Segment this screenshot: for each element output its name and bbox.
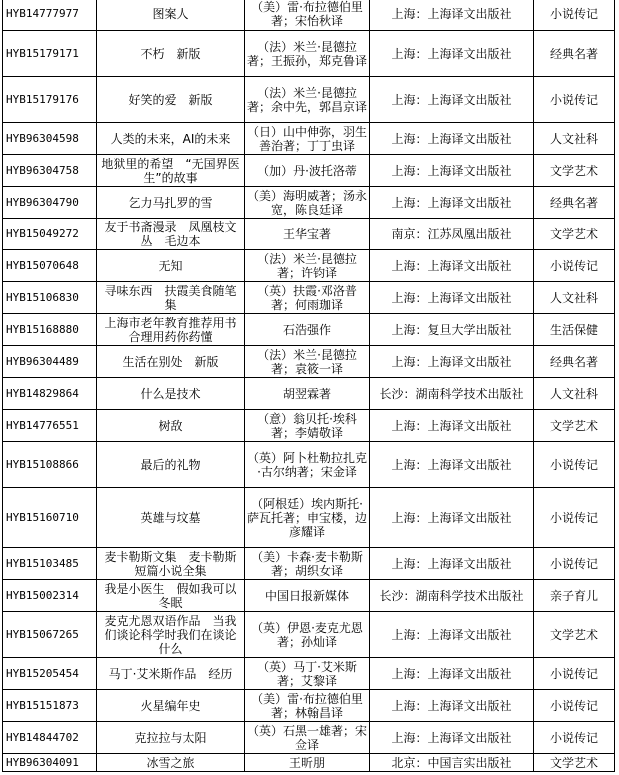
- book-title: 马丁·艾米斯作品 经历: [97, 658, 245, 690]
- book-code: HYB96304091: [3, 754, 97, 772]
- book-category: 生活保健: [534, 314, 615, 346]
- table-row: [3, 346, 615, 378]
- book-publisher: 上海：上海译文出版社: [370, 690, 534, 722]
- table-row: [3, 722, 615, 754]
- table-row: [3, 442, 615, 488]
- table-row: [3, 612, 615, 658]
- book-category: 小说传记: [534, 250, 615, 282]
- book-title: 冰雪之旅: [97, 754, 245, 772]
- table-row: [3, 77, 615, 123]
- table-row: [3, 580, 615, 612]
- book-title: 寻味东西 扶霞美食随笔集: [97, 282, 245, 314]
- book-publisher: 北京：中国言实出版社: [370, 754, 534, 772]
- book-publisher: 上海：上海译文出版社: [370, 282, 534, 314]
- book-category: 文学艺术: [534, 612, 615, 658]
- book-publisher: 上海：上海译文出版社: [370, 488, 534, 548]
- book-category: 小说传记: [534, 77, 615, 123]
- book-author: （英）石黑一雄著；宋佥译: [245, 722, 370, 754]
- book-category: 文学艺术: [534, 219, 615, 250]
- book-code: HYB96304790: [3, 187, 97, 219]
- table-row: [3, 219, 615, 250]
- book-publisher: 长沙：湖南科学技术出版社: [370, 580, 534, 612]
- book-title: 不朽 新版: [97, 31, 245, 77]
- book-code: HYB96304489: [3, 346, 97, 378]
- book-author: （日）山中伸弥，羽生善治著；丁丁虫译: [245, 123, 370, 155]
- book-publisher: 上海：上海译文出版社: [370, 410, 534, 442]
- book-code: HYB14777977: [3, 0, 97, 31]
- book-title: 友于书斋漫录 凤凰枝文丛 毛边本: [97, 219, 245, 250]
- table-row: [3, 488, 615, 548]
- book-code: HYB14829864: [3, 378, 97, 410]
- book-category: 人文社科: [534, 378, 615, 410]
- book-title: 最后的礼物: [97, 442, 245, 488]
- book-title: 无知: [97, 250, 245, 282]
- book-author: 中国日报新媒体: [245, 580, 370, 612]
- book-author: （美）雷·布拉德伯里著；宋怡秋译: [245, 0, 370, 31]
- book-publisher: 上海：上海译文出版社: [370, 658, 534, 690]
- table-row: [3, 0, 615, 31]
- book-title: 图案人: [97, 0, 245, 31]
- book-publisher: 上海：上海译文出版社: [370, 442, 534, 488]
- book-author: （英）阿卜杜勒拉扎克·古尔纳著；宋金译: [245, 442, 370, 488]
- book-publisher: 上海：上海译文出版社: [370, 548, 534, 580]
- book-category: 小说传记: [534, 488, 615, 548]
- table-row: [3, 378, 615, 410]
- table-row: [3, 658, 615, 690]
- book-author: 王华宝著: [245, 219, 370, 250]
- book-code: HYB15160710: [3, 488, 97, 548]
- table-row: [3, 282, 615, 314]
- book-author: （英）扶霞·邓洛普著；何雨珈译: [245, 282, 370, 314]
- book-code: HYB96304598: [3, 123, 97, 155]
- book-code: HYB15168880: [3, 314, 97, 346]
- book-category: 小说传记: [534, 0, 615, 31]
- book-code: HYB15179176: [3, 77, 97, 123]
- book-code: HYB14844702: [3, 722, 97, 754]
- book-author: （法）米兰·昆德拉著；余中先，郭昌京译: [245, 77, 370, 123]
- book-publisher: 上海：上海译文出版社: [370, 0, 534, 31]
- book-table: [2, 0, 615, 772]
- book-category: 文学艺术: [534, 410, 615, 442]
- book-category: 人文社科: [534, 282, 615, 314]
- book-category: 经典名著: [534, 346, 615, 378]
- book-author: （英）马丁·艾米斯著；艾黎译: [245, 658, 370, 690]
- book-title: 我是小医生 假如我可以冬眠: [97, 580, 245, 612]
- book-code: HYB15049272: [3, 219, 97, 250]
- book-category: 经典名著: [534, 187, 615, 219]
- table-row: [3, 250, 615, 282]
- book-category: 人文社科: [534, 123, 615, 155]
- book-publisher: 上海：上海译文出版社: [370, 346, 534, 378]
- book-category: 小说传记: [534, 690, 615, 722]
- table-row: [3, 410, 615, 442]
- book-author: （法）米兰·昆德拉著；袁筱一译: [245, 346, 370, 378]
- book-publisher: 上海：上海译文出版社: [370, 31, 534, 77]
- table-row: [3, 314, 615, 346]
- book-category: 文学艺术: [534, 155, 615, 187]
- table-row: [3, 155, 615, 187]
- book-code: HYB15106830: [3, 282, 97, 314]
- book-author: （美）海明威著；汤永宽，陈良廷译: [245, 187, 370, 219]
- book-category: 经典名著: [534, 31, 615, 77]
- book-code: HYB15067265: [3, 612, 97, 658]
- book-code: HYB96304758: [3, 155, 97, 187]
- book-publisher: 长沙：湖南科学技术出版社: [370, 378, 534, 410]
- book-title: 麦克尤恩双语作品 当我们谈论科学时我们在谈论什么: [97, 612, 245, 658]
- table-row: [3, 548, 615, 580]
- table-row: [3, 123, 615, 155]
- book-author: （阿根廷）埃内斯托·萨瓦托著；申宝楼，边彦耀译: [245, 488, 370, 548]
- book-publisher: 上海：复旦大学出版社: [370, 314, 534, 346]
- book-title: 人类的未来，AI的未来: [97, 123, 245, 155]
- book-title: 地狱里的希望 “无国界医生”的故事: [97, 155, 245, 187]
- book-author: 石浩强作: [245, 314, 370, 346]
- book-author: （法）米兰·昆德拉著；许钧译: [245, 250, 370, 282]
- book-title: 生活在别处 新版: [97, 346, 245, 378]
- book-category: 小说传记: [534, 442, 615, 488]
- book-title: 上海市老年教育推荐用书 合理用药你药懂: [97, 314, 245, 346]
- book-title: 麦卡勒斯文集 麦卡勒斯短篇小说全集: [97, 548, 245, 580]
- book-category: 小说传记: [534, 658, 615, 690]
- book-publisher: 南京：江苏凤凰出版社: [370, 219, 534, 250]
- book-publisher: 上海：上海译文出版社: [370, 612, 534, 658]
- book-author: （加）丹·波托洛蒂: [245, 155, 370, 187]
- table-row: [3, 31, 615, 77]
- book-category: 小说传记: [534, 722, 615, 754]
- book-table-body: [3, 0, 615, 772]
- book-publisher: 上海：上海译文出版社: [370, 722, 534, 754]
- book-code: HYB15179171: [3, 31, 97, 77]
- book-code: HYB15070648: [3, 250, 97, 282]
- book-category: 小说传记: [534, 548, 615, 580]
- book-publisher: 上海：上海译文出版社: [370, 123, 534, 155]
- book-title: 好笑的爱 新版: [97, 77, 245, 123]
- book-code: HYB14776551: [3, 410, 97, 442]
- book-publisher: 上海：上海译文出版社: [370, 77, 534, 123]
- book-title: 英雄与坟墓: [97, 488, 245, 548]
- book-author: （法）米兰·昆德拉著；王振孙，郑克鲁译: [245, 31, 370, 77]
- book-publisher: 上海：上海译文出版社: [370, 250, 534, 282]
- book-title: 乞力马扎罗的雪: [97, 187, 245, 219]
- book-author: 胡翌霖著: [245, 378, 370, 410]
- book-code: HYB15205454: [3, 658, 97, 690]
- book-title: 克拉拉与太阳: [97, 722, 245, 754]
- book-publisher: 上海：上海译文出版社: [370, 155, 534, 187]
- book-title: 火星编年史: [97, 690, 245, 722]
- book-code: HYB15002314: [3, 580, 97, 612]
- table-row: [3, 754, 615, 772]
- book-category: 亲子育儿: [534, 580, 615, 612]
- book-author: （意）翁贝托·埃科著；李婧敬译: [245, 410, 370, 442]
- book-title: 什么是技术: [97, 378, 245, 410]
- book-author: （美）雷·布拉德伯里著；林翰昌译: [245, 690, 370, 722]
- book-title: 树敌: [97, 410, 245, 442]
- book-code: HYB15103485: [3, 548, 97, 580]
- book-publisher: 上海：上海译文出版社: [370, 187, 534, 219]
- book-author: （英）伊恩·麦克尤恩著；孙灿译: [245, 612, 370, 658]
- book-author: 王昕朋: [245, 754, 370, 772]
- book-code: HYB15151873: [3, 690, 97, 722]
- book-author: （美）卡森·麦卡勒斯著；胡织女译: [245, 548, 370, 580]
- book-code: HYB15108866: [3, 442, 97, 488]
- book-category: 文学艺术: [534, 754, 615, 772]
- table-row: [3, 187, 615, 219]
- table-row: [3, 690, 615, 722]
